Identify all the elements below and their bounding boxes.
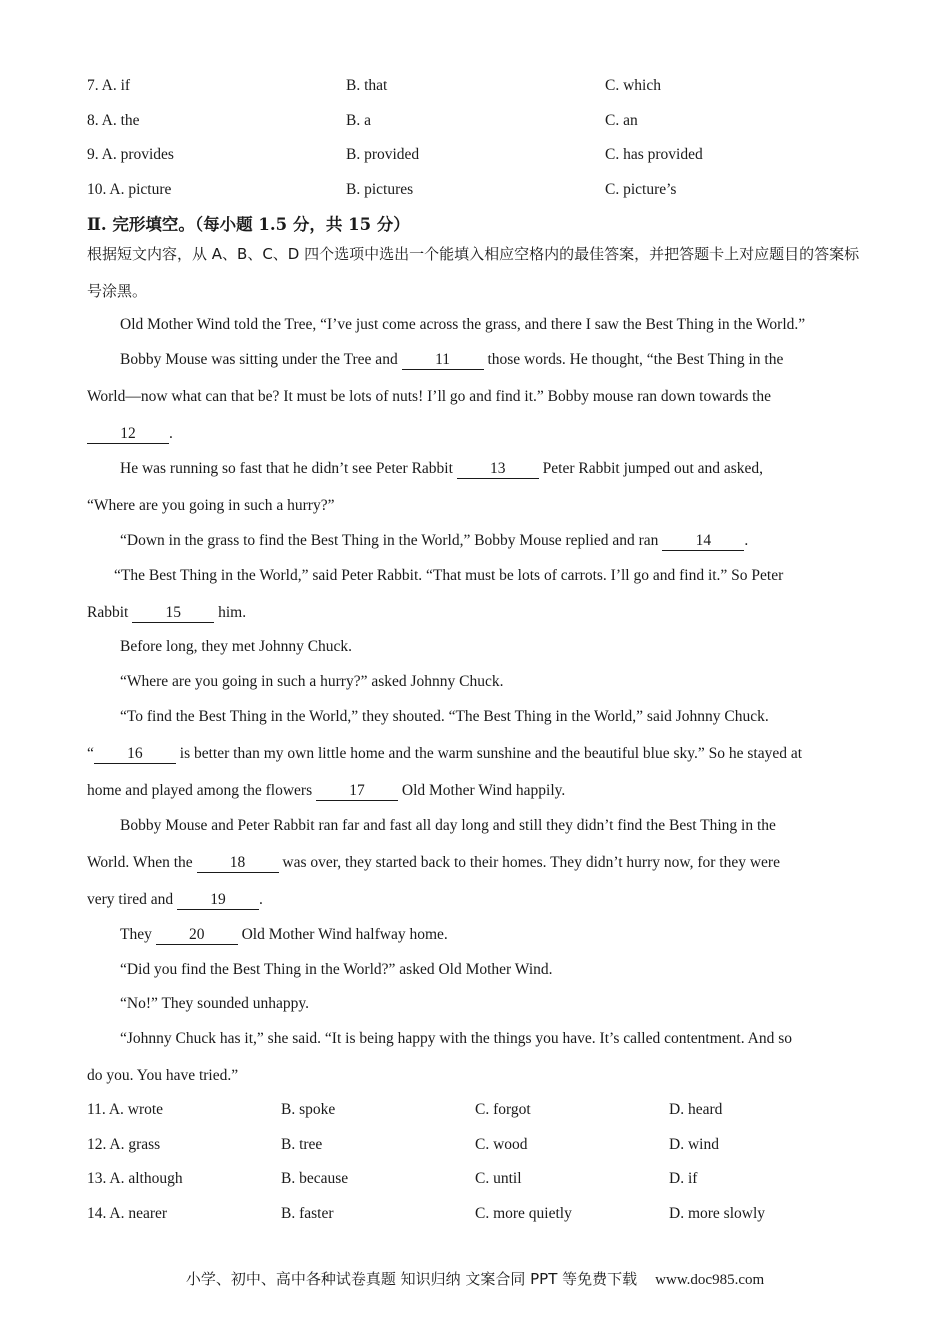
blank-20: 20 xyxy=(156,925,238,945)
option-c: C. until xyxy=(475,1170,522,1187)
passage-line: home and played among the flowers 17 Old Mother Wind happily. xyxy=(87,782,566,799)
passage-line: World—now what can that be? It must be lots of nuts! I’ll go and find it.” Bobby mouse ran down towards the xyxy=(87,388,772,405)
blank-15: 15 xyxy=(132,603,214,623)
option-c: C. wood xyxy=(475,1136,528,1153)
option-b: B. faster xyxy=(281,1205,334,1222)
passage-line: “Where are you going in such a hurry?” asked Johnny Chuck. xyxy=(120,673,504,690)
option-c: C. more quietly xyxy=(475,1205,572,1222)
passage-line: Before long, they met Johnny Chuck. xyxy=(120,638,353,655)
passage-line: Bobby Mouse was sitting under the Tree and 11 those words. He thought, “the Best Thing in the xyxy=(120,351,784,368)
passage-line: 12 . xyxy=(87,422,867,446)
blank-13: 13 xyxy=(457,459,539,479)
option-d: D. wind xyxy=(669,1136,719,1153)
passage-line: “The Best Thing in the World,” said Peter Rabbit. “That must be lots of carrots. I’ll go and find it.” So Peter xyxy=(114,567,784,584)
passage-line: “To find the Best Thing in the World,” they shouted. “The Best Thing in the World,” said Johnny Chuck. xyxy=(120,708,769,725)
option-b: B. pictures xyxy=(346,181,414,198)
section-title: Ⅱ. 完形填空。（每小题 1.5 分，共 15 分） xyxy=(87,215,410,234)
option-b: B. spoke xyxy=(281,1101,336,1118)
passage-line: do you. You have tried.” xyxy=(87,1067,239,1084)
passage-line: World. When the 18 was over, they started back to their homes. They didn’t hurry now, for they were xyxy=(87,854,780,871)
option-a: 7. A. if xyxy=(87,77,131,94)
option-b: B. provided xyxy=(346,146,420,163)
passage-line: “No!” They sounded unhappy. xyxy=(120,995,309,1012)
footer-site-link[interactable]: www.doc985.com xyxy=(655,1272,765,1288)
option-c: C. which xyxy=(605,77,661,94)
option-a: 10. A. picture xyxy=(87,181,172,198)
option-c: C. forgot xyxy=(475,1101,531,1118)
blank-12: 12 xyxy=(87,424,169,444)
passage-line: “ 16 is better than my own little home and the warm sunshine and the beautiful blue sky.” So he stayed at xyxy=(87,745,803,762)
passage-line: “Did you find the Best Thing in the World?” asked Old Mother Wind. xyxy=(120,961,553,978)
blank-16: 16 xyxy=(94,744,176,764)
passage-line: Bobby Mouse and Peter Rabbit ran far and fast all day long and still they didn’t find the Best Thing in the xyxy=(120,817,776,834)
passage-line: Rabbit 15 him. xyxy=(87,604,247,621)
option-a: 14. A. nearer xyxy=(87,1205,168,1222)
option-a: 8. A. the xyxy=(87,112,140,129)
option-a: 12. A. grass xyxy=(87,1136,161,1153)
passage-line: very tired and 19 . xyxy=(87,891,263,908)
option-c: C. picture’s xyxy=(605,181,677,198)
option-d: D. more slowly xyxy=(669,1205,766,1222)
blank-14: 14 xyxy=(662,531,744,551)
passage-line: He was running so fast that he didn’t see Peter Rabbit 13 Peter Rabbit jumped out and asked, xyxy=(120,460,764,477)
footer-text: 小学、初中、高中各种试卷真题 知识归纳 文案合同 PPT 等免费下载 xyxy=(185,1270,638,1288)
option-c: C. an xyxy=(605,112,638,129)
option-b: B. that xyxy=(346,77,388,94)
option-d: D. if xyxy=(669,1170,698,1187)
passage-line: “Down in the grass to find the Best Thing in the World,” Bobby Mouse replied and ran 14 . xyxy=(120,532,749,549)
blank-11: 11 xyxy=(402,350,484,370)
passage-line: “Johnny Chuck has it,” she said. “It is being happy with the things you have. It’s called contentment. And so xyxy=(120,1030,792,1047)
passage-line: “Where are you going in such a hurry?” xyxy=(87,497,335,514)
option-b: B. a xyxy=(346,112,371,129)
blank-17: 17 xyxy=(316,781,398,801)
option-a: 11. A. wrote xyxy=(87,1101,164,1118)
blank-18: 18 xyxy=(197,853,279,873)
section-instruction: 根据短文内容，从 A、B、C、D 四个选项中选出一个能填入相应空格内的最佳答案，并把答题卡上对应题目的答案标号涂黑。 xyxy=(87,245,860,300)
blank-19: 19 xyxy=(177,890,259,910)
option-d: D. heard xyxy=(669,1101,723,1118)
option-b: B. because xyxy=(281,1170,349,1187)
passage-line: Old Mother Wind told the Tree, “I’ve just come across the grass, and there I saw the Best Thing in the World.” xyxy=(120,316,806,333)
option-a: 9. A. provides xyxy=(87,146,174,163)
option-b: B. tree xyxy=(281,1136,323,1153)
option-a: 13. A. although xyxy=(87,1170,183,1187)
option-c: C. has provided xyxy=(605,146,703,163)
passage-line: They 20 Old Mother Wind halfway home. xyxy=(120,926,448,943)
page-footer xyxy=(0,1268,950,1289)
